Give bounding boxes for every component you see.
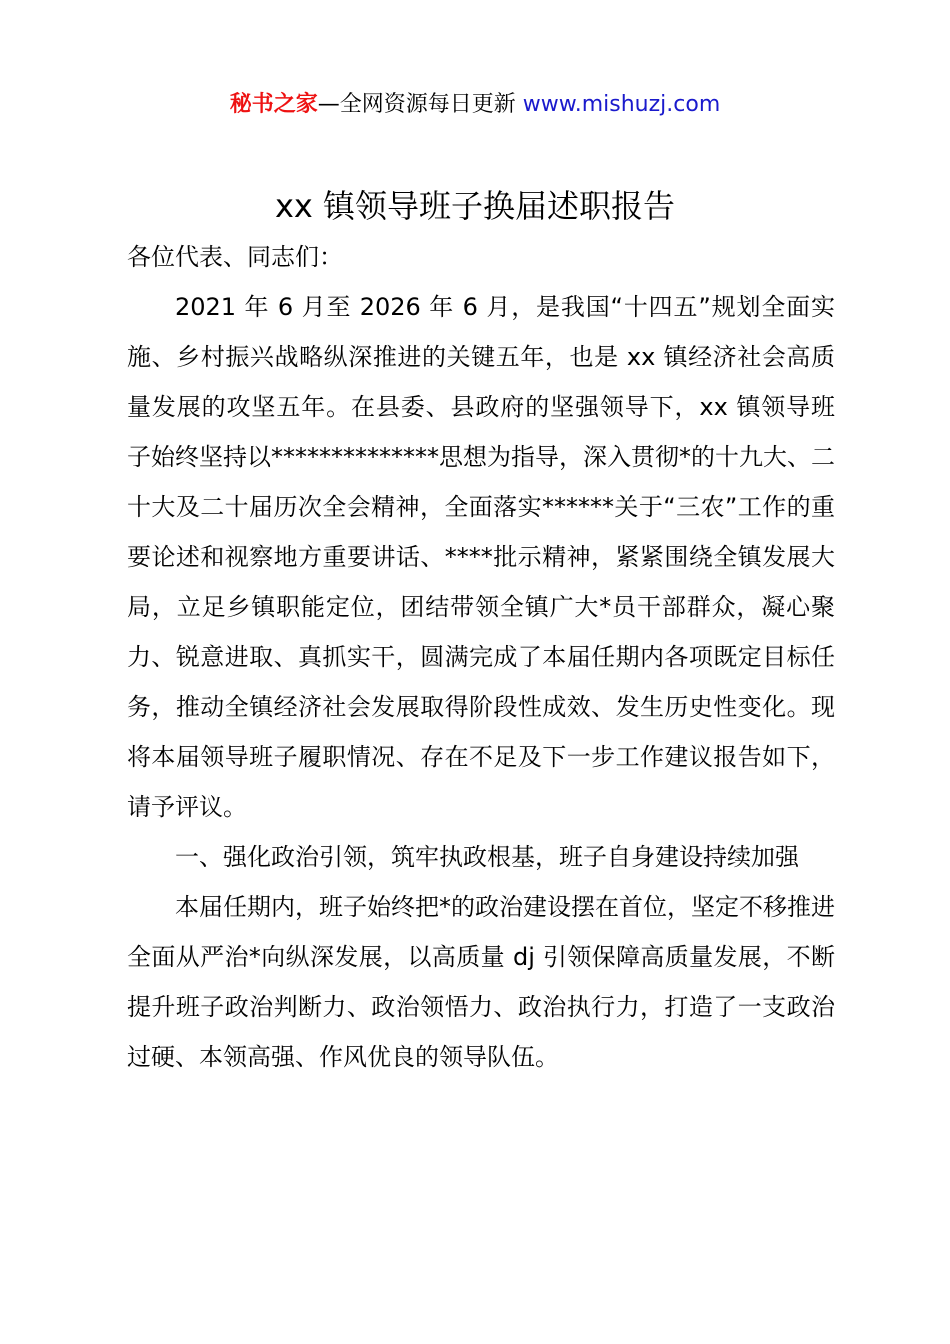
- site-banner: [0, 88, 950, 122]
- intro-paragraph: 2021 年 6 月至 2026 年 6 月，是我国“十四五”规划全面实施、乡村振兴战略纵深推进的关键五年，也是 xx 镇经济社会高质量发展的攻坚五年。在县委、县政府的坚强领导下，xx 镇领导班子始终坚持以**************思想为指导，深入贯彻*的十九大、二十大及二十届历次全会精神，全面落实******关于“三农”工作的重要论述和视察地方重要讲话、****批示精神，紧紧围绕全镇发展大局，立足乡镇职能定位，团结带领全镇广大*员干部群众，凝心聚力、锐意进取、真抓实干，圆满完成了本届任期内各项既定目标任务，推动全镇经济社会发展取得阶段性成效、发生历史性变化。现将本届领导班子履职情况、存在不足及下一步工作建议报告如下，请予评议。: [127, 293, 835, 821]
- brand-name: 秘书之家: [229, 92, 318, 117]
- section-heading: 一、强化政治引领，筑牢执政根基，班子自身建设持续加强: [175, 843, 799, 871]
- document-title: xx 镇领导班子换届述职报告: [274, 187, 676, 225]
- site-url-link[interactable]: www.mishuzj.com: [522, 92, 721, 117]
- document-body: [127, 232, 835, 1082]
- salutation: 各位代表、同志们：: [127, 243, 343, 271]
- banner-tagline: —全网资源每日更新: [317, 92, 523, 117]
- section-paragraph: 本届任期内，班子始终把*的政治建设摆在首位，坚定不移推进全面从严治*向纵深发展，以高质量 dj 引领保障高质量发展，不断提升班子政治判断力、政治领悟力、政治执行力，打造了一支政治过硬、本领高强、作风优良的领导队伍。: [127, 893, 835, 1071]
